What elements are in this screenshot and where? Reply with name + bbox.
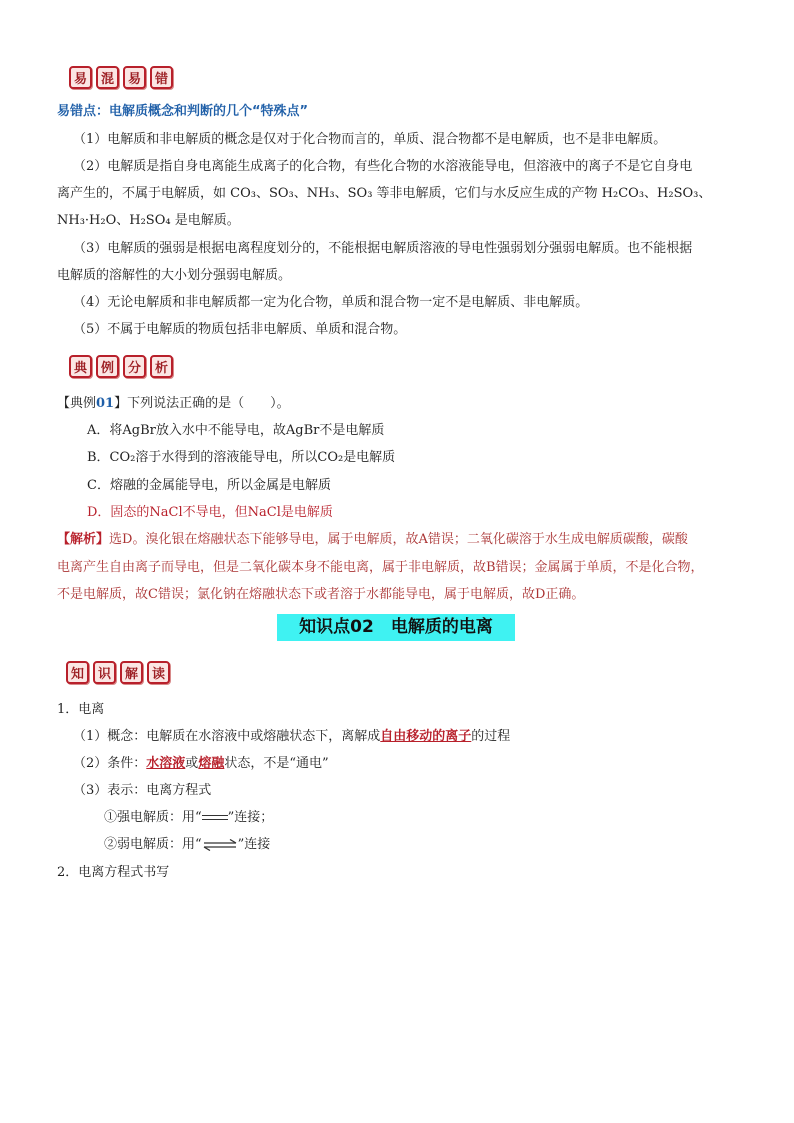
paragraph-3-line-2: 电解质的溶解性的大小划分强弱电解质。: [57, 268, 292, 283]
badge-group-yihunyicuo: [69, 66, 173, 89]
example-suffix: 】下列说法正确的是（ ）。: [114, 396, 290, 411]
paragraph-2-line-2: 离产生的，不属于电解质，如 CO₃、SO₃、NH₃、SO₃ 等非电解质，它们与水反应生成的产物 H₂CO₃、H₂SO₃、: [57, 186, 712, 201]
analysis-text-1: 选D。溴化银在熔融状态下能够导电，属于电解质，故A错误；二氧化碳溶于水生成电解质碳酸，碳酸: [109, 532, 688, 547]
concept-line: [73, 728, 510, 746]
equals-sign-icon: [202, 813, 228, 823]
paragraph-2-line-1: （2）电解质是指自身电离能生成离子的化合物，有些化合物的水溶液能导电，但溶液中的离子不是它自身电: [73, 159, 693, 174]
badge: 典: [69, 355, 92, 378]
paragraph-3-line-1: （3）电解质的强弱是根据电离程度划分的，不能根据电解质溶液的导电性强弱划分强弱电解质。也不能根据: [73, 241, 693, 256]
analysis-line-1: [57, 531, 688, 549]
paragraph-2-line-3: NH₃·H₂O、H₂SO₄ 是电解质。: [57, 213, 240, 228]
badge: 易: [123, 66, 146, 89]
paragraph-5: （5）不属于电解质的物质包括非电解质、单质和混合物。: [73, 322, 407, 337]
option-c: C．熔融的金属能导电，所以金属是电解质: [87, 478, 331, 493]
heading-ionization: 1．电离: [57, 702, 105, 717]
badge: 知: [66, 661, 89, 684]
concept-post: 的过程: [471, 729, 511, 744]
strong-post: ”连接；: [227, 810, 274, 825]
weak-electrolyte-line: [104, 836, 270, 854]
badge: 解: [120, 661, 143, 684]
condition-mid: 或: [185, 756, 199, 771]
strong-pre: ①强电解质：用“: [104, 810, 202, 825]
paragraph-4: （4）无论电解质和非电解质都一定为化合物，单质和混合物一定不是电解质、非电解质。: [73, 295, 589, 310]
badge: 混: [96, 66, 119, 89]
example-question: [57, 395, 290, 413]
badge: 易: [69, 66, 92, 89]
badge-group-zhishijiedu: [66, 661, 170, 684]
condition-highlight-2: 熔融: [198, 756, 225, 771]
badge: 错: [150, 66, 173, 89]
option-a: A．将AgBr放入水中不能导电，故AgBr不是电解质: [87, 423, 385, 438]
badge: 例: [96, 355, 119, 378]
weak-post: ”连接: [237, 837, 271, 852]
badge: 识: [93, 661, 116, 684]
concept-pre: （1）概念：电解质在水溶液中或熔融状态下，离解成: [73, 729, 381, 744]
representation-line: （3）表示：电离方程式: [73, 783, 212, 798]
section-title-mistakes: 易错点：电解质概念和判断的几个“特殊点”: [57, 104, 309, 119]
condition-pre: （2）条件：: [73, 756, 147, 771]
analysis-line-2: 电离产生自由离子而导电，但是二氧化碳本身不能电离，属于非电解质，故B错误；金属属于单质，不是化合物，: [57, 560, 704, 575]
analysis-line-3: 不是电解质，故C错误；氯化钠在熔融状态下或者溶于水都能导电，属于电解质，故D正确。: [57, 587, 585, 602]
condition-post: 状态，不是“通电”: [224, 756, 329, 771]
analysis-label: 【解析】: [57, 532, 110, 547]
badge: 分: [123, 355, 146, 378]
condition-highlight-1: 水溶液: [146, 756, 186, 771]
paragraph-1: （1）电解质和非电解质的概念是仅对于化合物而言的，单质、混合物都不是电解质，也不是非电解质。: [73, 132, 667, 147]
weak-pre: ②弱电解质：用“: [104, 837, 202, 852]
example-prefix: 【典例: [57, 396, 97, 411]
reversible-arrow-icon: [202, 839, 238, 851]
strong-electrolyte-line: [104, 809, 273, 827]
knowledge-point-title: 知识点02 电解质的电离: [277, 614, 515, 641]
badge: 析: [150, 355, 173, 378]
option-b: B．CO₂溶于水得到的溶液能导电，所以CO₂是电解质: [87, 450, 396, 465]
option-d: D．固态的NaCl不导电，但NaCl是电解质: [87, 505, 333, 520]
example-number: 01: [96, 396, 115, 411]
concept-highlight: 自由移动的离子: [380, 729, 472, 744]
badge-group-dianlifenxi: [69, 355, 173, 378]
badge: 读: [147, 661, 170, 684]
condition-line: [73, 755, 329, 773]
heading-equation-writing: 2．电离方程式书写: [57, 865, 170, 880]
